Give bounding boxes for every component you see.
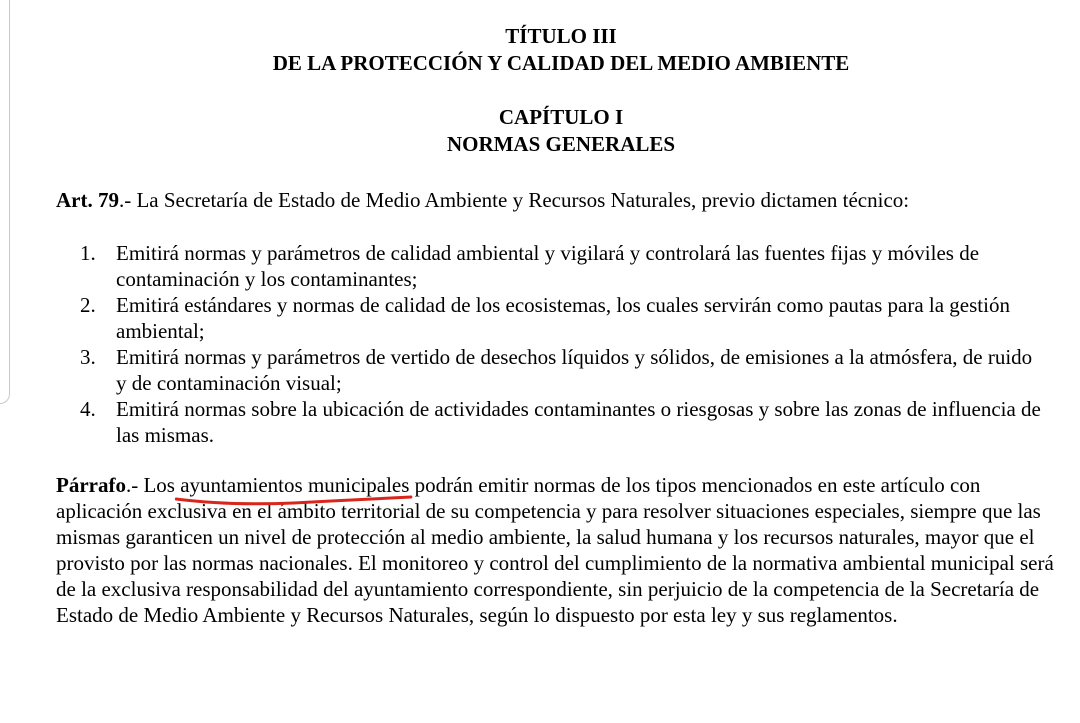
article-items-list: [56, 240, 1066, 448]
article-label: Art. 79: [56, 188, 119, 212]
capitulo-line-2: NORMAS GENERALES: [446, 132, 676, 156]
highlighted-phrase: [180, 472, 409, 498]
page-edge-border: [0, 0, 10, 404]
document-body: [56, 0, 1066, 628]
capitulo-line-1: CAPÍTULO I: [498, 105, 624, 129]
titulo-line-1: TÍTULO III: [505, 24, 617, 48]
parrafo-label: Párrafo: [56, 473, 126, 497]
titulo-heading: [56, 23, 1066, 77]
list-item-number: 1.: [80, 241, 96, 265]
article-intro-text: .- La Secretaría de Estado de Medio Ambiente y Recursos Naturales, previo dictamen técnico:: [118, 188, 910, 212]
parrafo-text-before: Los: [143, 473, 181, 497]
list-item-number: 3.: [80, 345, 96, 369]
list-item-text: Emitirá estándares y normas de calidad de los ecosistemas, los cuales servirán como pautas para la gestión ambiental;: [116, 293, 1010, 343]
article-79-paragraph: [56, 187, 1066, 213]
parrafo-paragraph: [56, 472, 1066, 628]
list-item: [56, 396, 1046, 448]
red-underline-annotation: [176, 495, 411, 507]
list-item: [56, 344, 1046, 396]
list-item-number: 4.: [80, 397, 96, 421]
parrafo-text-after: podrán emitir normas de los tipos mencionados en este artículo con aplicación exclusiva en el ámbito territorial de su competencia y para resolver situaciones especiales, siempre que las mismas garanticen un nivel de protección al medio ambiente, la salud humana y los recursos naturales, mayor que el provisto por las normas nacionales. El monitoreo y control del cumplimiento de la normativa ambiental municipal será de la exclusiva responsabilidad del ayuntamiento correspondiente, sin perjuicio de la competencia de la Secretaría de Estado de Medio Ambiente y Recursos Naturales, según lo dispuesto por esta ley y sus reglamentos.: [56, 473, 1054, 627]
list-item: [56, 240, 1046, 292]
titulo-line-2: DE LA PROTECCIÓN Y CALIDAD DEL MEDIO AMBIENTE: [272, 51, 850, 75]
highlighted-phrase-text: ayuntamientos municipales: [180, 473, 410, 497]
list-item-number: 2.: [80, 293, 96, 317]
list-item-text: Emitirá normas y parámetros de calidad ambiental y vigilará y controlará las fuentes fijas y móviles de contaminación y los contaminantes;: [116, 241, 980, 291]
list-item: [56, 292, 1046, 344]
list-item-text: Emitirá normas y parámetros de vertido de desechos líquidos y sólidos, de emisiones a la atmósfera, de ruido y de contaminación visual;: [116, 345, 1033, 395]
capitulo-heading: [56, 104, 1066, 158]
parrafo-separator: .-: [125, 473, 144, 497]
list-item-text: Emitirá normas sobre la ubicación de actividades contaminantes o riesgosas y sobre las zonas de influencia de las mismas.: [116, 397, 1041, 447]
